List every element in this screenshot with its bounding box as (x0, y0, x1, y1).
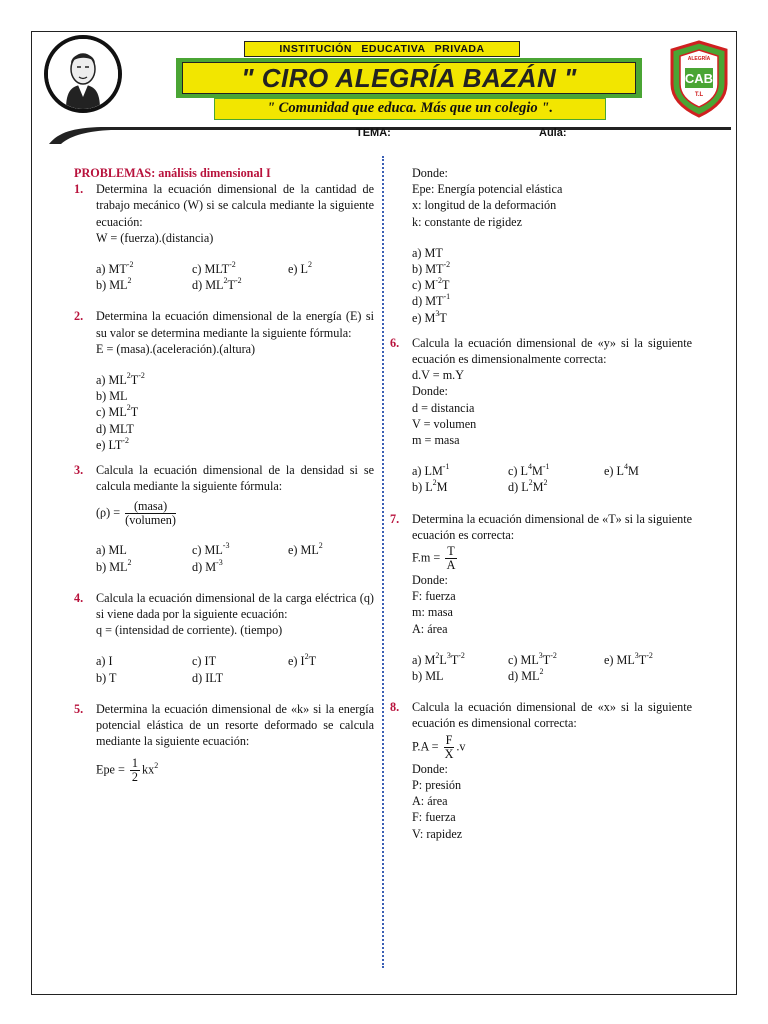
question-5 (74, 701, 374, 750)
question-8 (390, 699, 692, 731)
option[interactable]: e) $L^2$ (288, 259, 312, 277)
school-name-band (176, 58, 642, 98)
question-number: 5. (74, 701, 84, 716)
option[interactable]: e) $ML^2$ (288, 541, 323, 558)
option[interactable]: d) $ML^2$ (508, 667, 544, 684)
option[interactable]: d) $MT^{-1}$ (412, 292, 451, 309)
question-text: Calcula la ecuación dimensional de «x» si la siguiente ecuación es dimensional correcta: (412, 700, 692, 731)
option[interactable]: b) ML (96, 389, 128, 404)
question-formula: W = (fuerza).(distancia) (96, 230, 214, 245)
option[interactable]: d) ILT (192, 670, 224, 685)
question-6: 6. Calcula la ecuación dimensional de «y» si la siguiente ecuación es dimensionalmente correcta: d.V = m.Y Donde: d = distancia V = volumen m = masa (390, 335, 692, 448)
question-1 (74, 181, 374, 246)
fraction: $\frac{T}{A}$ (446, 544, 456, 573)
tension-formula: F.m = $\frac{T}{A}$ (412, 544, 456, 573)
option[interactable]: c) $M^{-2}T$ (412, 276, 450, 293)
question-number: 6. (390, 335, 400, 350)
question-formula: E = (masa).(aceleración).(altura) (96, 341, 256, 356)
options-q3 (74, 542, 374, 574)
option[interactable]: c) $ML^{-3}$ (192, 541, 230, 558)
question-4 (74, 590, 374, 639)
question-3 (74, 462, 374, 494)
question-text: Calcula la ecuación dimensional de la carga eléctrica (q) si viene dada por la siguiente ecuación: (96, 590, 374, 622)
option[interactable]: d) $L^2M^2$ (508, 478, 548, 495)
fraction: $\frac{\text{(masa)}}{\text{(volumen)}}$ (125, 499, 176, 528)
elastic-energy-formula: Epe = $\frac{1}{2}$ $kx^2$ (96, 756, 159, 785)
option[interactable]: b) $ML^2$ (96, 557, 132, 574)
svg-text:ALEGRÍA: ALEGRÍA (687, 56, 711, 62)
options-q1 (74, 261, 374, 293)
question-number: 1. (74, 182, 84, 197)
school-slogan: " Comunidad que educa. Más que un colegio ". (214, 98, 606, 120)
school-logo (668, 40, 730, 118)
aula-label: Aula: (539, 127, 567, 139)
option[interactable]: d) $ML^2T^{-2}$ (192, 276, 242, 293)
fraction: $\frac{F}{X}$ (444, 732, 454, 761)
option[interactable]: b) T (96, 670, 117, 685)
option[interactable]: e) $LT^{-2}$ (96, 435, 129, 452)
question-7 (390, 511, 692, 543)
question-number: 3. (74, 463, 84, 478)
option[interactable]: e) $L^4M$ (604, 462, 639, 479)
options-q7 (390, 652, 692, 684)
question-number: 4. (74, 590, 84, 605)
option[interactable]: d) $M^{-3}$ (192, 557, 223, 574)
question-text: Determina la ecuación dimensional de la energía (E) si su valor se determina mediante la siguiente fórmula: (96, 309, 374, 340)
option[interactable]: a) $MT^{-2}$ (96, 259, 134, 277)
tema-label: TEMA: (356, 127, 391, 139)
q5-definitions: Donde: Epe: Energía potencial elástica x: longitud de la deformación k: constante de rigidez (412, 166, 563, 229)
question-2 (74, 308, 374, 357)
fraction: $\frac{1}{2}$ (131, 756, 139, 785)
density-formula: (ρ) = $\frac{\text{(masa)}}{\text{(volumen)}}$ (96, 499, 176, 528)
option[interactable]: a) ML (96, 543, 127, 558)
option[interactable]: e) $I^2T$ (288, 652, 317, 669)
options-q2 (74, 372, 374, 453)
question-formula: d.V = m.Y (412, 368, 465, 383)
options-q5 (390, 245, 692, 326)
right-column (390, 165, 692, 842)
option[interactable]: c) $ML^3T^{-2}$ (508, 650, 557, 667)
option[interactable]: a) $M^2L^3T^{-2}$ (412, 650, 465, 667)
options-q4 (74, 653, 374, 685)
option[interactable]: b) ML (412, 669, 444, 684)
pressure-formula: P.A = $\frac{F}{X}$ .v (412, 732, 466, 761)
question-text: Determina la ecuación dimensional de «T» si la siguiente ecuación es correcta: (412, 511, 692, 542)
option[interactable]: e) $ML^3T^{-2}$ (604, 650, 653, 667)
question-text: Calcula la ecuación dimensional de la densidad si se calcula mediante la siguiente fórmula: (96, 463, 374, 494)
option[interactable]: c) IT (192, 654, 217, 669)
question-text: Calcula la ecuación dimensional de «y» si la siguiente ecuación es dimensionalmente correcta: (412, 335, 692, 367)
institution-label: INSTITUCIÓN EDUCATIVA PRIVADA (244, 41, 520, 57)
option[interactable]: c) $MLT^{-2}$ (192, 259, 236, 277)
column-divider (382, 156, 384, 968)
svg-text:CAB: CAB (684, 71, 714, 86)
question-formula: q = (intensidad de corriente). (tiempo) (96, 623, 283, 638)
option[interactable]: a) I (96, 654, 113, 669)
option[interactable]: d) MLT (96, 421, 134, 436)
option[interactable]: c) $L^4M^{-1}$ (508, 462, 550, 479)
svg-text:T.L: T.L (694, 92, 704, 98)
option[interactable]: b) $ML^2$ (96, 276, 132, 293)
option[interactable]: a) $ML^2T^{-2}$ (96, 370, 145, 388)
founder-portrait (44, 35, 122, 113)
option[interactable]: c) $ML^2T$ (96, 403, 139, 420)
q8-definitions: Donde: P: presión A: área F: fuerza V: rapidez (412, 761, 463, 841)
q7-definitions: Donde: F: fuerza m: masa A: área (412, 573, 456, 636)
school-name: " CIRO ALEGRÍA BAZÁN " (182, 62, 636, 94)
option[interactable]: b) $L^2M$ (412, 478, 448, 495)
question-number: 8. (390, 700, 400, 715)
option[interactable]: a) $LM^{-1}$ (412, 462, 450, 479)
question-number: 2. (74, 309, 84, 324)
option[interactable]: e) $M^3T$ (412, 308, 447, 325)
option[interactable]: a) MT (412, 245, 443, 260)
options-q6 (390, 463, 692, 495)
question-text: Determina la ecuación dimensional de «k» si la energía potencial elástica de un resorte deformado se calcula mediante la siguiente ecuación: (96, 701, 374, 749)
option[interactable]: b) $MT^{-2}$ (412, 259, 451, 277)
question-text: Determina la ecuación dimensional de la cantidad de trabajo mecánico (W) si se calcula mediante la siguiente ecuación: (96, 182, 374, 229)
left-column (74, 165, 374, 784)
question-number: 7. (390, 511, 400, 526)
problems-title: PROBLEMAS: análisis dimensional I (74, 166, 271, 180)
